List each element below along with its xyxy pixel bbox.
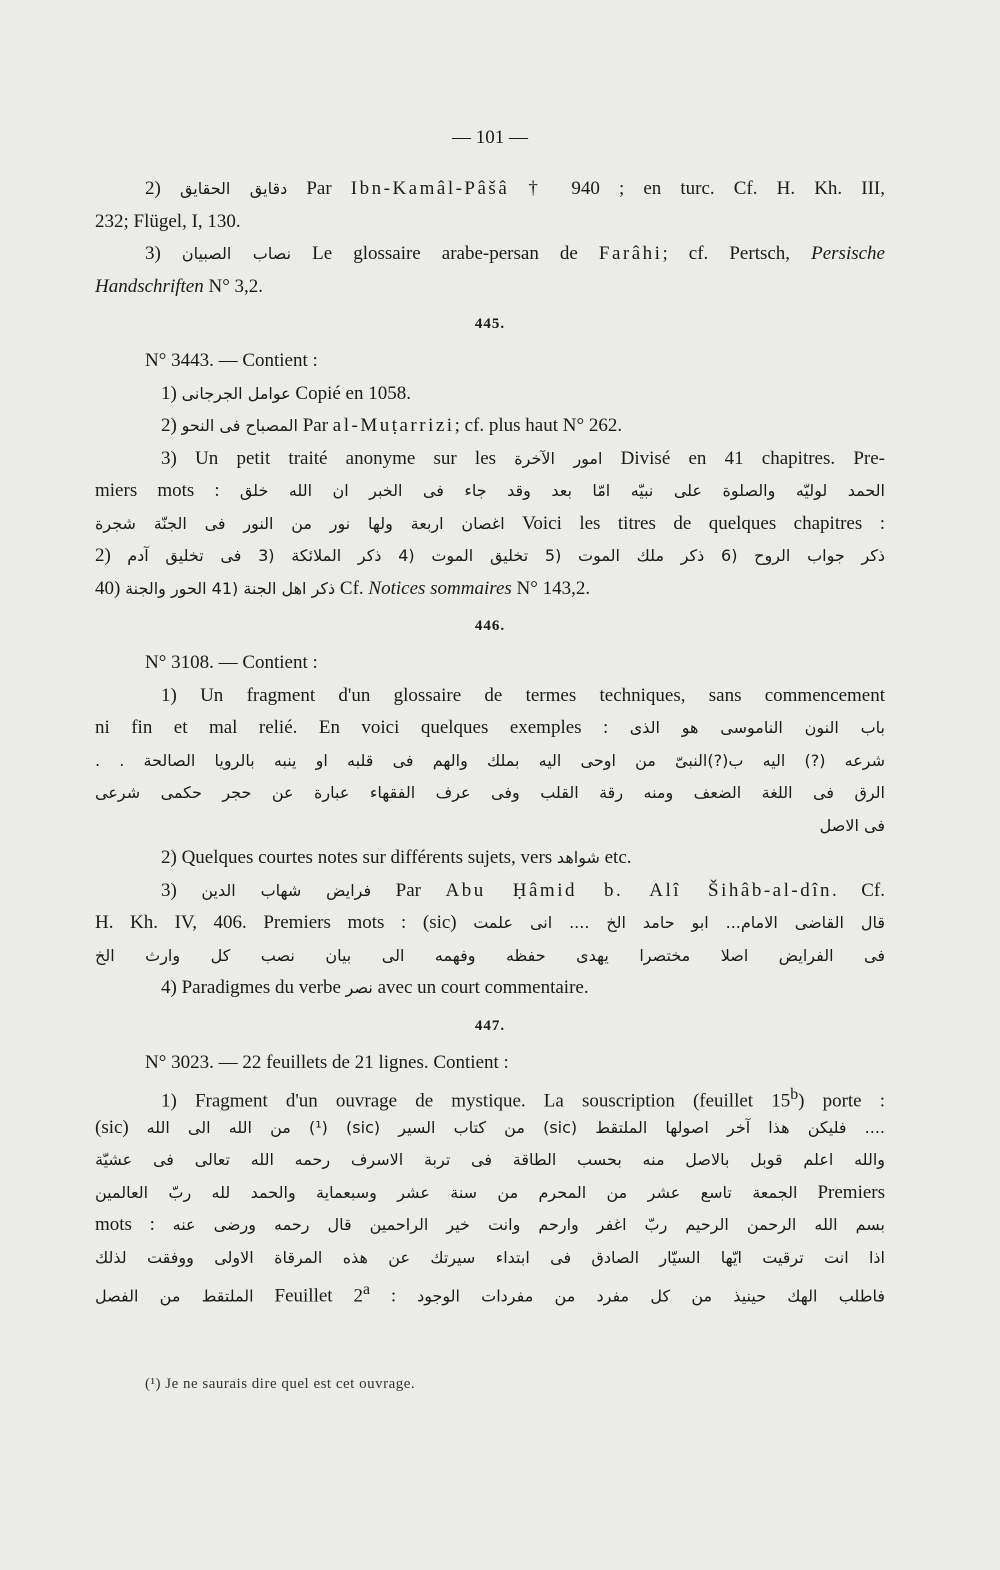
entry-445-item-3: 3) Un petit traité anonyme sur les امور الآخرة Divisé en 41 chapitres. Pre- xyxy=(161,447,885,469)
entry-447-line-5: mots : بسم الله الرحمن الرحيم ربّ اغفر وارحم وانت خير الراحمين قال رحمه ورضى عنه xyxy=(95,1214,885,1235)
page-footnote: (¹) Je ne saurais dire quel est cet ouvrage. xyxy=(145,1376,416,1392)
entry-445-item-2: 2) المصباح فى النحو Par al-Muṭarrizi; cf. plus haut N° 262. xyxy=(161,415,623,436)
author-name: Ibn-Kamâl-Pâšâ xyxy=(350,178,510,199)
entry-447-line-2: (sic) .... فليكن هذا آخر اصولها الملتقط (sic) من كتاب السير (sic) (¹) من الله الى الله xyxy=(95,1116,885,1138)
entry-447-line-4: الجمعة تاسع عشر من المحرم من سنة عشر وسبعماية والحمد لله ربّ العالمين Premiers xyxy=(95,1181,885,1203)
entry-445-line-4: 2) ذكر جواب الروح (6 ذكر ملك الموت (5 تخليق الموت (4 ذكر الملائكة (3 فى تخليق آدم xyxy=(95,545,885,566)
entry-446-item-3: 3) فرايض شهاب الدين Par Abu Ḥâmid b. Alî Šihâb-al-dîn. Cf. xyxy=(161,879,885,901)
entry-446-item-1-line-4: الرق فى اللغة الضعف ومنه رقة القلب وفى عرف الفقهاء عبارة عن حجر حكمى شرعى xyxy=(95,783,885,802)
entry-446-item-1-line-1: 1) Un fragment d'un glossaire de termes techniques, sans commencement xyxy=(161,684,885,706)
entry-446-item-3-line-3: فى الفرايض اصلا مختصرا يهدى حفظه وفهمه الى بيان نصب كل وارث الخ xyxy=(95,945,885,965)
author-name: al-Muṭarrizi xyxy=(332,415,455,436)
entry-447-intro: N° 3023. — 22 feuillets de 21 lignes. Contient : xyxy=(145,1051,509,1073)
entry-447-heading: 447. xyxy=(474,1017,506,1034)
footnote-3-line-2: Handschriften N° 3,2. xyxy=(95,275,264,297)
entry-447-line-3: والله اعلم قوبل بالاصل منه بحسب الطاقة فى تربة الاسرف رحمه الله تعالى فى عشيّة xyxy=(95,1150,885,1169)
entry-446-heading: 446. xyxy=(474,618,506,634)
entry-447-item-1: 1) Fragment d'un ouvrage de mystique. La souscription (feuillet 15$^b$) porte : xyxy=(161,1086,885,1112)
arabic-title: دقايق الحقايق xyxy=(179,179,288,198)
entry-446-item-1-line-3: شرعه (?) اليه ب(?)النبىّ من اوحى اليه بملك والهم فى قلبه او ينبه بالرويا الصالحة . . xyxy=(95,750,885,770)
entry-446-item-1-line-2: ni fin et mal relié. En voici quelques exemples : باب النون الناموسى هو الذى xyxy=(95,717,885,738)
entry-447-line-7: الملتقط من الفصل Feuillet 2$^a$ : فاطلب الهك حينيذ من كل مفرد من مفردات الوجود xyxy=(95,1281,885,1307)
footnote-3-line-1: 3) نصاب الصبيان Le glossaire arabe-persan de Farâhi; cf. Pertsch, Persische xyxy=(145,243,885,264)
entry-445-line-2: miers mots : الحمد لوليّه والصلوة على نبيّه امّا بعد وقد جاء فى الخبر ان الله خلق xyxy=(95,480,885,501)
entry-446-item-1-line-5: فى الاصل xyxy=(819,815,885,835)
page-body xyxy=(95,118,885,1307)
entry-445-line-5: 40) ذكر اهل الجنة (41 الحور والجنة Cf. Notices sommaires N° 143,2. xyxy=(95,577,591,599)
entry-445-item-1: 1) عوامل الجرجانى Copié en 1058. xyxy=(161,382,411,404)
entry-445-intro: N° 3443. — Contient : xyxy=(145,350,318,371)
entry-445-heading: 445. xyxy=(474,316,506,332)
author-name: Abu Ḥâmid b. Alî Šihâb-al-dîn xyxy=(445,879,832,901)
entry-446-item-2: 2) Quelques courtes notes sur différents sujets, vers شواهد etc. xyxy=(161,847,632,868)
entry-446-item-3-line-2: H. Kh. IV, 406. Premiers mots : (sic) قال القاضى الامام... ابو حامد الخ .... انى علمت xyxy=(95,912,885,933)
footnote-2-line-2: 232; Flügel, I, 130. xyxy=(95,210,241,232)
arabic-title: نصاب الصبيان xyxy=(181,244,292,263)
entry-446-intro: N° 3108. — Contient : xyxy=(145,652,318,673)
entry-447-line-6: اذا انت ترقيت ايّها السيّار الصادق فى ابتداء سيرتك عن هذه المرقاة الاولى ووفقت لذلك xyxy=(95,1247,885,1267)
entry-446-item-4: 4) Paradigmes du verbe نصر avec un court commentaire. xyxy=(161,977,589,998)
author-name: Farâhi xyxy=(598,243,663,264)
page-number: — 101 — xyxy=(452,127,528,148)
entry-445-line-3: اغصان اربعة ولها نور من النور فى الجنّة شجرة Voici les titres de quelques chapitres : xyxy=(95,512,885,534)
footnote-2-line-1: 2) دقايق الحقايق Par Ibn-Kamâl-Pâšâ † 940 ; en turc. Cf. H. Kh. III, xyxy=(145,178,885,199)
